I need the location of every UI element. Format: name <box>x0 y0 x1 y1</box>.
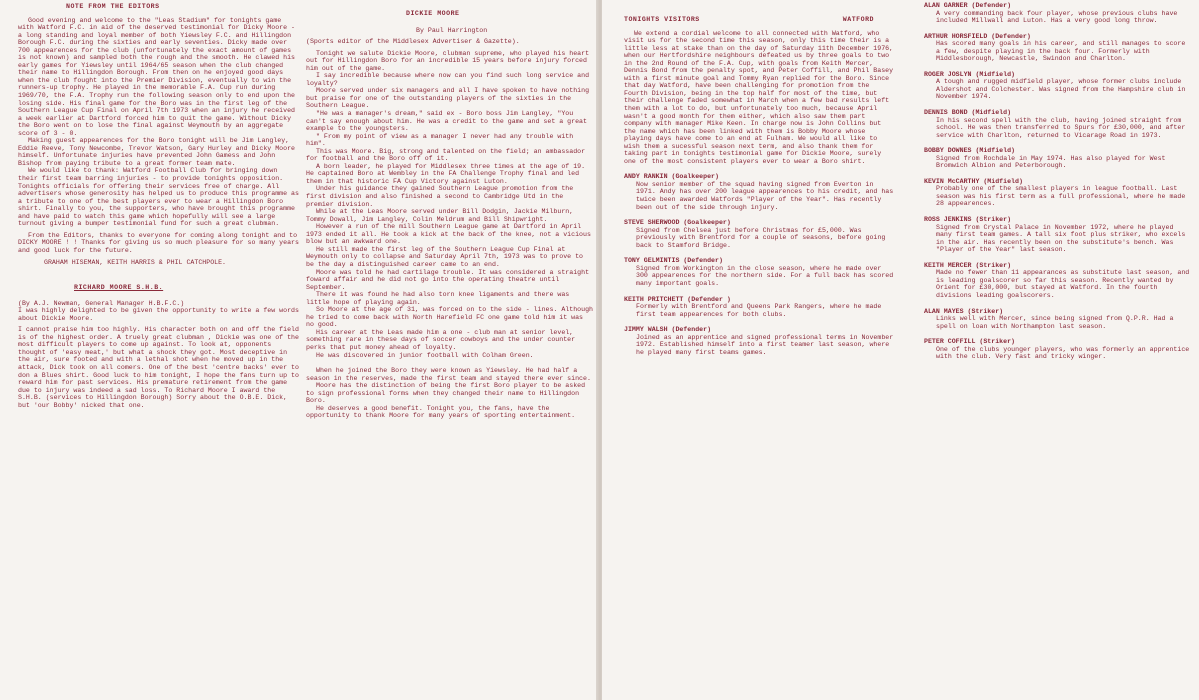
player-desc: Signed from Workington in the close season, where he made over 300 appearences for the northern side. For a full back has scored many important goals. <box>636 264 894 287</box>
player-entry <box>924 308 1192 331</box>
player-desc: A tough and rugged midfield player, whose former clubs include Aldershot and Colchester. Was signed from the Hampshire club in November 1974. <box>936 78 1186 101</box>
dickie-heading: DICKIE MOORE <box>406 10 460 17</box>
player-name: ARTHUR HORSFIELD (Defender) <box>924 32 1031 40</box>
player-entry <box>624 219 894 249</box>
visitors-column <box>624 0 894 364</box>
players-column <box>924 2 1192 369</box>
player-entry <box>624 173 894 211</box>
editors-signoff: GRAHAM HISEMAN, KEITH HARRIS & PHIL CATCHPOLE. <box>44 258 227 266</box>
player-desc: Made no fewer than 11 appearances as substitute last season, and is leading goalscorer so far this season. Recently wanted by Orient for £30,000, but stayed at Watford. In the fourth divisions leading goalscorers. <box>936 269 1190 299</box>
player-desc: One of the clubs younger players, who was formerly an apprentice with the club. Very fast and tricky winger. <box>936 345 1190 361</box>
player-entry <box>924 178 1192 208</box>
player-name: BOBBY DOWNES (Midfield) <box>924 147 1016 155</box>
dickie-column <box>306 0 593 420</box>
visitors-header <box>624 16 894 24</box>
dickie-byline: By Paul Harrington <box>416 26 488 34</box>
player-entry <box>924 71 1192 101</box>
player-entry <box>624 257 894 287</box>
player-name: DENNIS BOND (Midfield) <box>924 109 1012 117</box>
shb-heading: RICHARD MOORE S.H.B. <box>74 284 164 292</box>
player-name: KEITH MERCER (Striker) <box>924 261 1012 269</box>
dickie-para: There it was found he had also torn knee ligaments and there was little hope of playing again. <box>306 291 570 306</box>
player-desc: Links well with Mercer, since being signed from Q.P.R. Had a spell on loan with Northampton last season. <box>936 315 1174 330</box>
player-name: ANDY RANKIN (Goalkeeper) <box>624 173 719 181</box>
player-entry <box>924 338 1192 361</box>
visitors-heading: TONIGHTS VISITORS <box>624 16 700 23</box>
right-page <box>602 0 1199 700</box>
player-name: PETER COFFILL (Striker) <box>924 338 1016 346</box>
player-desc: Probably one of the smallest players in league football. Last season was his first term as a full professional, where he made 28 appearences. <box>936 185 1186 208</box>
player-entry <box>924 2 1192 25</box>
visitors-team: WATFORD <box>842 16 874 23</box>
player-name: ALAN MAYES (Striker) <box>924 307 1004 315</box>
player-name: ROSS JENKINS (Striker) <box>924 216 1012 224</box>
player-name: TONY GELMINTIS (Defender) <box>624 257 723 265</box>
visitors-intro: We extend a cordial welcome to all connected with Watford, who visit us for the second time this season, only this time their is a little less at stake than on the day of Saturday 11th December 1976, when our Hertfordshire neighbours defeated us by three goals to two in the 2nd Round of the F.A. Cup, with goals from Keith Mercer, Dennis Bond from the penalty spot, and Peter Coffill, and Phil Basey with a first minute goal and Tommy Ryan replied for the Boro. Since that day Watford, have been challenging for promotion from the Fourth Division, being in the top half for most of the time, but their challenge faded somewhat in March when a few bad results left them with a lot to do, but unfortunately too much, because April wasn't a good month for them either, which also saw them part company with manager Mike Keen. In charge now is John Collins but the name which has been linked with them is Bobby Moore whose playing days have come to an end at Fulham. We would all like to wish them a sucessful season next term, and also thank them for taking part in tonights testimonial game for Dickie Moore, surely one of the most consistent players ever to wear a Boro shirt. <box>624 29 894 165</box>
player-desc: Formerly with Brentford and Queens Park Rangers, where he made first team appearences for both clubs. <box>636 303 882 318</box>
dickie-para: His career at the Leas made him a one - club man at senior level, something rare in these days of soccer cowboys and the under counter perks that put money ahead of loyalty. <box>306 328 576 351</box>
editors-column <box>18 0 300 409</box>
player-entry <box>924 109 1192 139</box>
player-desc: A very commanding back four player, whose previous clubs have included Millwall and Luton. Has a very good long throw. <box>936 9 1178 25</box>
editors-para-1: Good evening and welcome to the "Leas Stadium" for tonights game with Watford F.C. in aid of the deserved testimonial for Dicky Moore - a long standing and loyal member of both Yiewsley F.C. and Hillingdon Borough F.C. during the sixties and early seventies. Dicky made over 700 appearences for the club (unfortunately the exact amount of games is not known) and sampled both the rough and the smooth. He clawed his early games for Yiewsley until 1964/65 season when the club changed their name to Hillingdon Borough. From then on he enjoyed good days when the club fought into the Premier Division, eventually to win the runners-up trophy. He played in the memorable F.A. Cup run during 1969/70, the F.A. Trophy run the following season only to end upon the losing side. His final game for the Boro was in the first leg of the Southern League Cup Final on April 7th 1973 when an injury he received a week earlier at Dartford forced him to quit the game. Without Dicky the Boro went on to lose the final against Weymouth by an aggregate score of 3 - 0. <box>18 16 295 137</box>
player-desc: In his second spell with the club, having joined straight from school. He was then transferred to Spurs for £30,000, and after service with Charlton, returned to Vicarage Road in 1973. <box>936 116 1186 139</box>
dickie-para: He still made the first leg of the Southern League Cup Final at Weymouth only to collapse and Saturday April 7th, 1973 was to prove to be the day a distinguished career came to an end. <box>306 245 583 268</box>
dickie-para: A born leader, he played for Middlesex three times at the age of 19. He captained Boro at Wembley in the FA Challenge Trophy final and led them in that historic FA Cup Victory against Luton. <box>306 162 586 185</box>
player-entry <box>924 147 1192 170</box>
editors-para-4: From the Editors, thanks to everyone for coming along tonight and to DICKY MOORE ! ! Thanks for giving us so much pleasure for so many years and good luck for the future. <box>18 231 299 254</box>
dickie-para: " From my point of view as a manager I never had any trouble with him". <box>306 132 574 148</box>
player-entry <box>924 216 1192 254</box>
dickie-para: Moore has the distinction of being the first Boro player to be asked to sign professional forms when they changed their name to Hillingdon Boro. <box>306 382 586 405</box>
editors-heading: NOTE FROM THE EDITORS <box>66 3 160 10</box>
dickie-para: Under his guidance they gained Southern League promotion from the first division and also finished a second to Cambridge Utd in the premier division. <box>306 185 574 208</box>
dickie-para: While at the Leas Moore served under Bill Dodgin, Jackie Milburn, Tommy Dowall, Jim Langley, Colin Meldrum and Bill Shipwright. <box>306 208 574 223</box>
dickie-para: Moore was told he had cartilage trouble. It was considered a straight foward affair and he did not go into the operating theatre until September. <box>306 268 590 291</box>
dickie-para: Tonight we salute Dickie Moore, clubman supreme, who played his heart out for Hillingdon Boro for an incredible 15 years before injury forced him out of the game. <box>306 49 590 72</box>
player-entry <box>624 296 894 319</box>
dickie-para: This was Moore. Big, strong and talented on the field; an ambassador for football and the Boro off of it. <box>306 147 586 163</box>
shb-byline: (By A.J. Newman, General Manager H.B.F.C.) <box>18 299 185 307</box>
dickie-para: I say incredible because where now can you find such long service and loyalty? <box>306 72 590 87</box>
shb-para-1: I was highly delighted to be given the opportunity to write a few words about Dickie Moore. <box>18 307 299 322</box>
player-name: STEVE SHERWOOD (Goalkeeper) <box>624 219 731 227</box>
shb-para-2: I cannot praise him too highly. His character both on and off the field is of the highest order. A truely great clubman , Dickie was one of the most difficult players to come up against. To look at, opponents thought of 'easy meat,' but what a shock they got. Most deceptive in the air, sure footed and with a lethal shot when he moved up in the attack, Dick took on all comers. One of the best 'centre backs' ever to don a Blues shirt. Good luck to him tonight, I hope the fans turn up to reward him for past services. His premature retirement from the game due to injury was indeed a sad loss. To Richard Moore I award the S.H.B. (services to Hillingdon Borough) Sorry about the O.B.E. Dick, but 'our Bobby' nicked that one. <box>18 326 299 409</box>
player-desc: Joined as an apprentice and signed professional terms in November 1972. Established himself into a first teamer last season, where he played many first teams games. <box>636 333 894 356</box>
player-entry <box>624 326 894 356</box>
player-name: KEVIN McCARTHY (Midfield) <box>924 177 1023 185</box>
player-desc: Signed from Chelsea just before Christmas for £5,000. Was previously with Brentford for a couple of seasons, before going back to Stamford Bridge. <box>636 226 886 249</box>
player-desc: Signed from Crystal Palace in November 1972, where he played many first team games. A tall six foot plus striker, who excels in the air. Has recently been on the substitute's bench. Was "Player of the Year" last season. <box>936 223 1186 254</box>
player-desc: Has scored many goals in his career, and still manages to score a few, despite playing in the back four. Formerly with Middlesborough, Newcastle, Swindon and Charlton. <box>936 40 1186 63</box>
dickie-para: So Moore at the age of 31, was forced on to the side - lines. Although he tried to come back with North Harefield FC one game told him it was no good. <box>306 306 593 329</box>
editors-para-3: We would like to thank: Watford Football Club for bringing down their first team barring injuries - to provide tonights opposition. Tonights officials for offering their services free of charge. All advertisers whose generosity has helped us to produce this programme as a tribute to one of the best players ever to wear a Hillingdon Boro shirt. Finally to you, the supporters, who have brought this programme and have paid to watch this game which hopefully will see a large turnout giving a bumper testimonial fund for such a great clubman. <box>18 167 299 228</box>
player-entry <box>924 33 1192 63</box>
editors-para-2: Making guest appearences for the Boro tonight will be Jim Langley, Eddie Reeve, Tony Newcombe, Trevor Watson, Gary Hurley and Dicky Moore himself. Unfortunate injuries have prevented John Gamess and John Bishop from paying tribute to a great former team mate. <box>18 137 295 167</box>
dickie-para: He deserves a good benefit. Tonight you, the fans, have the opportunity to thank Moore for many years of sporting entertainment. <box>306 404 576 420</box>
dickie-para: "He was a manager's dream," said ex - Boro boss Jim Langley, "You can't say enough about him. He was a credit to the game and set a great example to the youngsters. <box>306 110 587 133</box>
dickie-para: Moore served under six managers and all I have spoken to have nothing but praise for one of the outstanding players of the sixties in the Southern League. <box>306 87 590 110</box>
player-name: JIMMY WALSH (Defender) <box>624 326 712 334</box>
player-desc: Now senior member of the squad having signed from Everton in 1971. Andy has over 200 league appearences to his credit, and has twice been awarded Watfords "Player of the Year". Has recently been out of the side through injury. <box>636 180 894 211</box>
dickie-para: When he joined the Boro they were known as Yiewsley. He had half a season in the reserves, made the first team and stayed there ever since. <box>306 367 591 382</box>
player-name: ROGER JOSLYN (Midfield) <box>924 70 1016 78</box>
player-name: ALAN GARNER (Defender) <box>924 2 1012 9</box>
player-entry <box>924 262 1192 300</box>
dickie-subbyline: (Sports editor of the Middlesex Advertiser & Gazette). <box>306 38 520 46</box>
player-name: KEITH PRITCHETT (Defender ) <box>624 295 731 303</box>
dickie-para: He was discovered in junior football with Colham Green. <box>316 351 534 359</box>
player-desc: Signed from Rochdale in May 1974. Has also played for West Bromwich Albion and Peterborough. <box>936 154 1166 170</box>
left-page <box>0 0 598 700</box>
dickie-para: However a run of the mill Southern League game at Dartford in April 1973 ended it all. He took a kick at the back of the knee, not a vicious blow but an awkward one. <box>306 223 591 246</box>
